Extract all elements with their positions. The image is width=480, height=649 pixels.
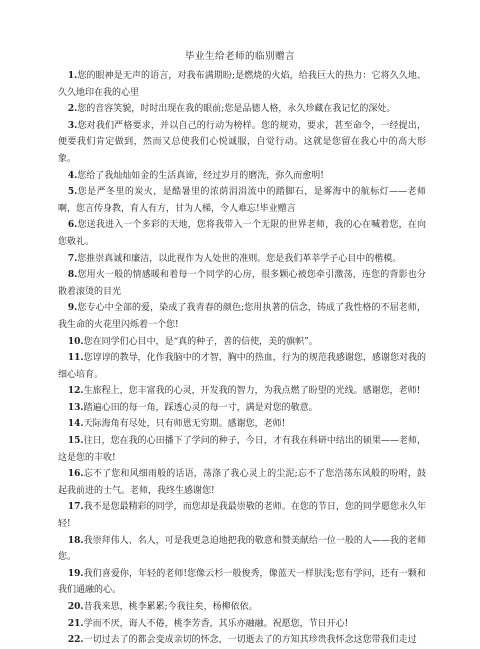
- paragraph: [58, 334, 426, 351]
- paragraph-text: 您推崇真诚和廉洁，以此视作为人处世的准则。您是我们革莘学子心目中的楷模。: [77, 253, 402, 264]
- paragraph: [58, 251, 426, 268]
- paragraph-text: 踏遍心田的每一角，踩透心灵的每一寸，满是对您的敬意。: [83, 402, 318, 413]
- paragraph-number: 11.: [67, 353, 84, 364]
- paragraph-text: 您送我进入一个多彩的天地，您将我带入一个无限的世界老师，我的心在喊着您，在向您敬礼。: [58, 220, 426, 247]
- paragraph-number: 19.: [67, 568, 84, 579]
- paragraph-text: 昔我来思，桃李累累;今我往矣，杨柳依依。: [83, 602, 258, 612]
- document-title: 毕业生给老师的临别赠言: [184, 51, 295, 62]
- paragraph-text: 生旅程上，您丰富我的心灵，开发我的智力，为我点燃了盼望的光线。感谢您，老师!: [83, 386, 421, 397]
- paragraph-number: 9.: [67, 303, 78, 314]
- paragraph: [58, 184, 426, 217]
- paragraph-text: 您专心中全部的爱，染成了我青春的颜色;您用执著的信念，铸成了我性格的不屈老师，我生命的火花里闪烁着一个您!: [58, 303, 426, 330]
- paragraph: [58, 499, 426, 532]
- paragraph-number: 16.: [67, 469, 84, 480]
- paragraph: [58, 383, 426, 400]
- paragraph: [58, 300, 426, 333]
- paragraph: [58, 217, 426, 250]
- paragraph: [58, 433, 426, 466]
- paragraph-number: 8.: [67, 270, 78, 281]
- paragraph-text: 往日，您在我的心田播下了学问的种子，今日，才有我在科研中结出的硕果——老师，这是您的丰收!: [58, 436, 426, 463]
- paragraph-number: 13.: [67, 402, 84, 413]
- paragraph-text: 您是严冬里的炭火，是酷暑里的浓荫涓涓流中的踏脚石，是雾海中的航标灯——老师啊，您言传身教，育人有方，甘为人梯，令人难忘!毕业赠言: [58, 187, 426, 214]
- paragraph-number: 10.: [67, 336, 84, 347]
- paragraph: [58, 101, 426, 118]
- paragraph-number: 3.: [67, 120, 78, 131]
- paragraph-text: 我不是您最精彩的同学，而您却是我最崇敬的老师。在您的节日，您的同学愿您永久年轻!: [58, 502, 426, 530]
- paragraph: [58, 68, 426, 101]
- paragraph: [58, 533, 426, 566]
- paragraph-text: 您用火一般的情感暖和着每一个同学的心房，很多颗心被您牵引激荡，连您的背影也分散着滚烫的目光: [58, 270, 426, 297]
- paragraph-text: 您谆谆的教导，化作我脑中的才智，胸中的热血，行为的规范我感谢您，感谢您对我的细心培育。: [58, 353, 426, 380]
- paragraph-number: 22.: [67, 635, 84, 646]
- paragraph-text: 您的眼神是无声的语言，对我布满期盼;是燃烧的火焰，给我巨大的热力：它将久久地、久久地印在我的心里: [58, 71, 426, 98]
- paragraph-text: 我们喜爱你，年轻的老师!您像云杉一般俊秀，像蓝天一样肤浅;您有学问，还有一颗和我们通融的心。: [58, 568, 426, 596]
- document-body: [58, 68, 426, 649]
- paragraph-number: 17.: [67, 502, 84, 513]
- paragraph-text: 天际海角有尽处，只有师恩无穷期。感谢您，老师!: [83, 419, 286, 430]
- paragraph: [58, 267, 426, 300]
- paragraph-number: 14.: [67, 419, 84, 430]
- paragraph: [58, 350, 426, 383]
- paragraph-number: 4.: [67, 170, 78, 181]
- paragraph-number: 21.: [67, 618, 84, 629]
- paragraph-text: 学而不厌，诲人不倦，桃李芳香，其乐亦融融。祝愿您，节日开心!: [83, 618, 349, 629]
- paragraph: [58, 416, 426, 433]
- paragraph-text: 您对我们严格要求，并以自己的行动为榜样。您的规劝，要求，甚至命令，一经提出，便要我们肯定做到，然而又总使我们心悦诚服，自觉行动。这就是您留在我心中的高大形象。: [58, 120, 426, 164]
- paragraph-number: 18.: [67, 535, 84, 546]
- paragraph-number: 7.: [67, 253, 78, 264]
- paragraph-number: 2.: [67, 104, 78, 115]
- paragraph-text: 您给了我灿灿如金的生活真谛，经过岁月的磨洗，弥久而愈明!: [77, 170, 324, 181]
- paragraph-number: 15.: [67, 436, 84, 447]
- paragraph: [58, 118, 426, 168]
- paragraph-text: 忘不了您和风细雨般的话语，荡涤了我心灵上的尘泥;忘不了您浩荡东风般的吩咐，鼓起我前进的士气。老师，我终生感谢您!: [58, 469, 426, 496]
- paragraph: [58, 616, 426, 633]
- paragraph: [58, 632, 426, 649]
- paragraph-text: 我崇拜伟人、名人，可是我更急迫地把我的敬意和赞美献给一位一般的人——我的老师您。: [58, 535, 426, 563]
- paragraph-text: 一切过去了的都会变成亲切的怀念，一切逝去了的方知其珍贵我怀念这您带我们走过: [83, 635, 417, 646]
- paragraph-number: 12.: [67, 386, 84, 397]
- paragraph: [58, 466, 426, 499]
- paragraph: [58, 400, 426, 417]
- paragraph-number: 6.: [67, 220, 78, 231]
- paragraph-number: 1.: [67, 71, 78, 81]
- paragraph: [58, 566, 426, 599]
- paragraph-text: 您的音容笑貌，时时出现在我的眼前;您是品德人格，永久珍藏在我记忆的深处。: [77, 104, 396, 115]
- paragraph-number: 20.: [67, 602, 84, 612]
- paragraph-text: 您在同学们心目中，是“真的种子，善的信使，美的旗帜”。: [83, 336, 318, 347]
- paragraph: [58, 168, 426, 185]
- paragraph-number: 5.: [67, 187, 78, 198]
- paragraph: [58, 599, 426, 616]
